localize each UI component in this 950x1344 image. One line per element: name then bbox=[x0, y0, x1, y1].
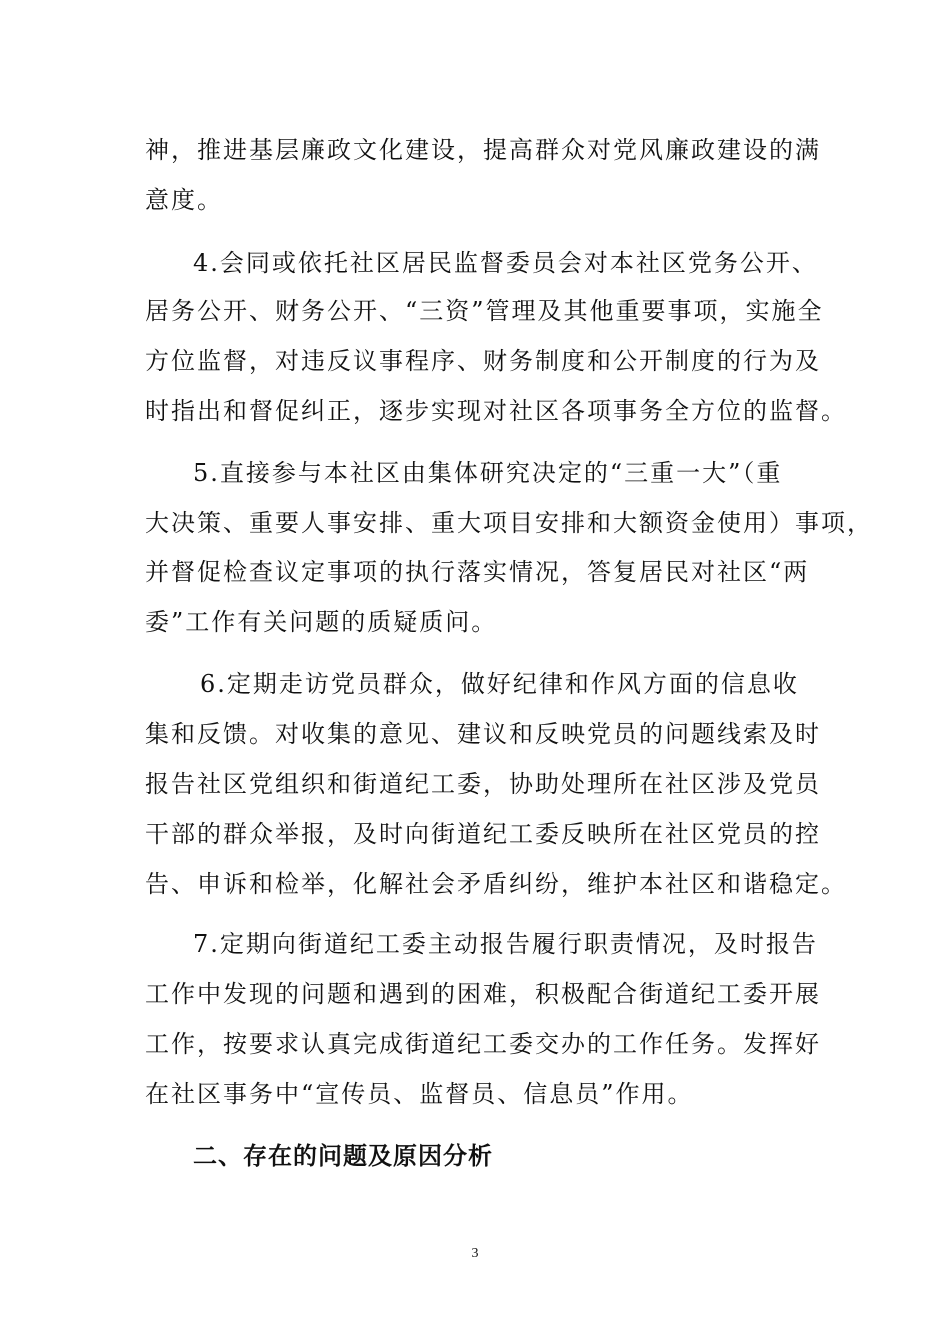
paragraph-line: 告、申诉和检举，化解社会矛盾纠纷，维护本社区和谐稳定。 bbox=[145, 870, 847, 898]
paragraph-line: 居务公开、财务公开、“三资”管理及其他重要事项，实施全 bbox=[145, 297, 824, 325]
paragraph-line: 报告社区党组织和街道纪工委，协助处理所在社区涉及党员 bbox=[145, 770, 821, 798]
section-heading: 二、存在的问题及原因分析 bbox=[193, 1142, 493, 1170]
paragraph-line: 时指出和督促纠正，逐步实现对社区各项事务全方位的监督。 bbox=[145, 397, 847, 425]
paragraph-line: 4.会同或依托社区居民监督委员会对本社区党务公开、 bbox=[193, 249, 818, 277]
paragraph-line: 工作，按要求认真完成街道纪工委交办的工作任务。发挥好 bbox=[145, 1030, 821, 1058]
paragraph-line: 5.直接参与本社区由集体研究决定的“三重一大”（重 bbox=[193, 459, 783, 487]
paragraph-line: 干部的群众举报，及时向街道纪工委反映所在社区党员的控 bbox=[145, 820, 821, 848]
paragraph-line: 意度。 bbox=[145, 186, 223, 214]
paragraph-line: 大决策、重要人事安排、重大项目安排和大额资金使用）事项， bbox=[145, 509, 873, 537]
paragraph-line: 神，推进基层廉政文化建设，提高群众对党风廉政建设的满 bbox=[145, 136, 821, 164]
paragraph-line: 委”工作有关问题的质疑质问。 bbox=[145, 608, 498, 636]
paragraph-line: 并督促检查议定事项的执行落实情况，答复居民对社区“两 bbox=[145, 558, 810, 586]
paragraph-line: 7.定期向街道纪工委主动报告履行职责情况，及时报告 bbox=[193, 930, 818, 958]
paragraph-line: 集和反馈。对收集的意见、建议和反映党员的问题线索及时 bbox=[145, 720, 821, 748]
page-number: 3 bbox=[471, 1246, 479, 1261]
paragraph-line: 6.定期走访党员群众，做好纪律和作风方面的信息收 bbox=[200, 670, 799, 698]
paragraph-line: 方位监督，对违反议事程序、财务制度和公开制度的行为及 bbox=[145, 347, 821, 375]
paragraph-line: 工作中发现的问题和遇到的困难，积极配合街道纪工委开展 bbox=[145, 980, 821, 1008]
paragraph-line: 在社区事务中“宣传员、监督员、信息员”作用。 bbox=[145, 1080, 694, 1108]
